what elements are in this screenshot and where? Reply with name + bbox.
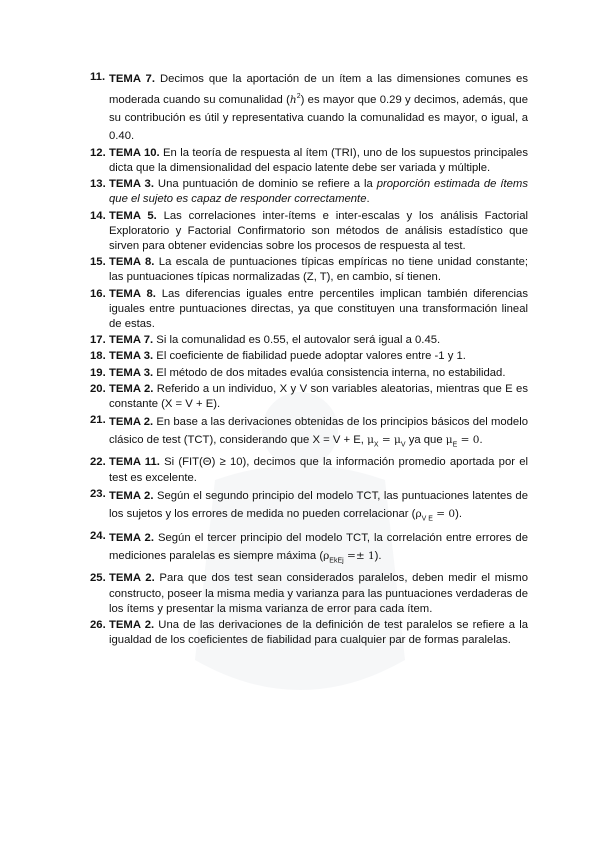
formula-symbol: = 0 (432, 507, 456, 520)
question-number: 26. (90, 618, 106, 631)
formula-superscript: 2 (296, 93, 301, 100)
question-number: 25. (90, 572, 106, 585)
question-number: 16. (90, 287, 106, 300)
question-18 (90, 349, 528, 364)
question-tema: TEMA 5. (109, 209, 157, 222)
question-text: En la teoría de respuesta al ítem (TRI), uno de los supuestos principales dicta que la dimensionalidad del espacio latente debe ser variada y múltiple. (109, 146, 528, 174)
question-14 (90, 209, 528, 255)
question-23 (90, 487, 528, 528)
question-text: Una puntuación de dominio se refiere a la (153, 178, 377, 191)
formula-symbol: μ (367, 434, 374, 447)
formula-symbol: μ (445, 434, 453, 447)
question-number: 21. (90, 414, 106, 427)
question-text-mid: ya que (405, 434, 446, 447)
question-tema: TEMA 10. (109, 146, 160, 159)
question-list (90, 70, 528, 649)
question-tema: TEMA 7. (109, 73, 155, 85)
question-tema: TEMA 2. (109, 416, 154, 429)
question-text: Una de las derivaciones de la definición de test paralelos se refiere a la igualdad de los coeficientes de fiabilidad para cualquier par de formas paralelas. (109, 618, 528, 647)
question-tema: TEMA 11. (109, 456, 160, 469)
question-text: Según el tercer principio del modelo TCT, la correlación entre errores de mediciones paralelas es siempre máxima ( (109, 532, 528, 563)
formula-symbol: ρ (415, 507, 422, 520)
question-tema: TEMA 3. (109, 366, 154, 379)
question-tema: TEMA 8. (109, 256, 155, 269)
question-17 (90, 333, 528, 348)
question-21 (90, 413, 528, 454)
question-22 (90, 455, 528, 485)
question-text: Si la comunalidad es 0.55, el autovalor será igual a 0.45. (153, 334, 441, 347)
question-16 (90, 287, 528, 333)
question-number: 17. (90, 334, 106, 347)
question-tema: TEMA 7. (109, 334, 154, 347)
question-tema: TEMA 3. (109, 350, 154, 363)
question-number: 19. (90, 366, 106, 379)
question-text-end: ). (455, 507, 462, 520)
question-tema: TEMA 8. (109, 287, 156, 300)
formula-subscript: V (400, 441, 406, 449)
question-text: Si (FIT(Θ) ≥ 10), decimos que la información promedio aportada por el test es excelente. (109, 456, 528, 484)
question-text-italic: proporción estimada de ítems que el sujeto es capaz de responder correctamente (109, 178, 528, 206)
formula-symbol: h (289, 93, 297, 106)
question-tema: TEMA 2. (109, 489, 154, 502)
question-tema: TEMA 2. (109, 572, 155, 585)
formula-subscript: E (452, 441, 458, 449)
question-text: El método de dos mitades evalúa consistencia interna, no estabilidad. (153, 366, 506, 379)
question-text: Para que dos test sean considerados paralelos, deben medir el mismo constructo, poseer la misma media y varianza para las puntuaciones verdaderas de los ítems y presentar la misma varianza de error para cada ítem. (109, 572, 528, 615)
formula-subscript: V E (421, 515, 433, 523)
question-number: 12. (90, 146, 106, 159)
question-24 (90, 529, 528, 570)
question-20 (90, 382, 528, 412)
question-number: 22. (90, 456, 106, 469)
formula-symbol: = 0. (457, 434, 483, 447)
question-tema: TEMA 2. (109, 382, 154, 395)
question-26 (90, 618, 528, 648)
question-text: Decimos que la aportación de un ítem a las dimensiones comunes es moderada cuando su comunalidad ( (109, 73, 528, 106)
formula-symbol: ρ (323, 550, 330, 563)
question-text: Referido a un individuo, X y V son variables aleatorias, mientras que E es constante (X = V + E). (109, 382, 528, 411)
question-number: 11. (90, 71, 106, 83)
question-number: 20. (90, 382, 106, 395)
question-number: 23. (90, 487, 106, 500)
formula-subscript: EkEj (329, 557, 344, 565)
question-19 (90, 366, 528, 381)
question-15 (90, 255, 528, 285)
question-text-end: ) es mayor que 0.29 y decimos, además, que su contribución es útil y representativa cuando la comunalidad es mayor, o igual, a 0.40. (109, 93, 528, 142)
formula-subscript: X (373, 441, 379, 449)
question-text: Las diferencias iguales entre percentiles implican también diferencias iguales entre puntuaciones directas, ya que constituyen una transformación lineal de estas. (109, 287, 528, 330)
question-number: 24. (90, 530, 106, 543)
formula-symbol: =± 1 (343, 550, 375, 563)
question-text: El coeficiente de fiabilidad puede adoptar valores entre -1 y 1. (153, 350, 466, 363)
question-25 (90, 571, 528, 617)
question-tema: TEMA 2. (109, 618, 155, 631)
question-number: 18. (90, 350, 106, 363)
question-text: Las correlaciones inter-ítems e inter-escalas y los análisis Factorial Exploratorio y Factorial Confirmatorio son métodos de análisis estadístico que sirven para obtener evidencias sobre los procesos de respuesta al test. (109, 209, 528, 252)
question-13 (90, 177, 528, 207)
question-text: Según el segundo principio del modelo TCT, las puntuaciones latentes de los sujetos y los errores de medida no pueden correlacionar ( (109, 489, 528, 520)
formula-symbol: = μ (378, 434, 401, 447)
question-tema: TEMA 3. (109, 178, 154, 191)
question-text-end: . (366, 193, 370, 206)
question-text: En base a las derivaciones obtenidas de los principios básicos del modelo clásico de test (TCT), considerando que X = V + E, (109, 416, 528, 447)
question-11 (90, 70, 528, 145)
question-number: 15. (90, 256, 106, 269)
question-12 (90, 146, 528, 176)
question-text-end: ). (374, 550, 382, 563)
question-text: La escala de puntuaciones típicas empíricas no tiene unidad constante; las puntuaciones típicas normalizadas (Z, T), en cambio, sí tienen. (109, 256, 529, 284)
question-number: 14. (90, 209, 106, 222)
question-tema: TEMA 2. (109, 532, 154, 545)
question-number: 13. (90, 178, 106, 191)
